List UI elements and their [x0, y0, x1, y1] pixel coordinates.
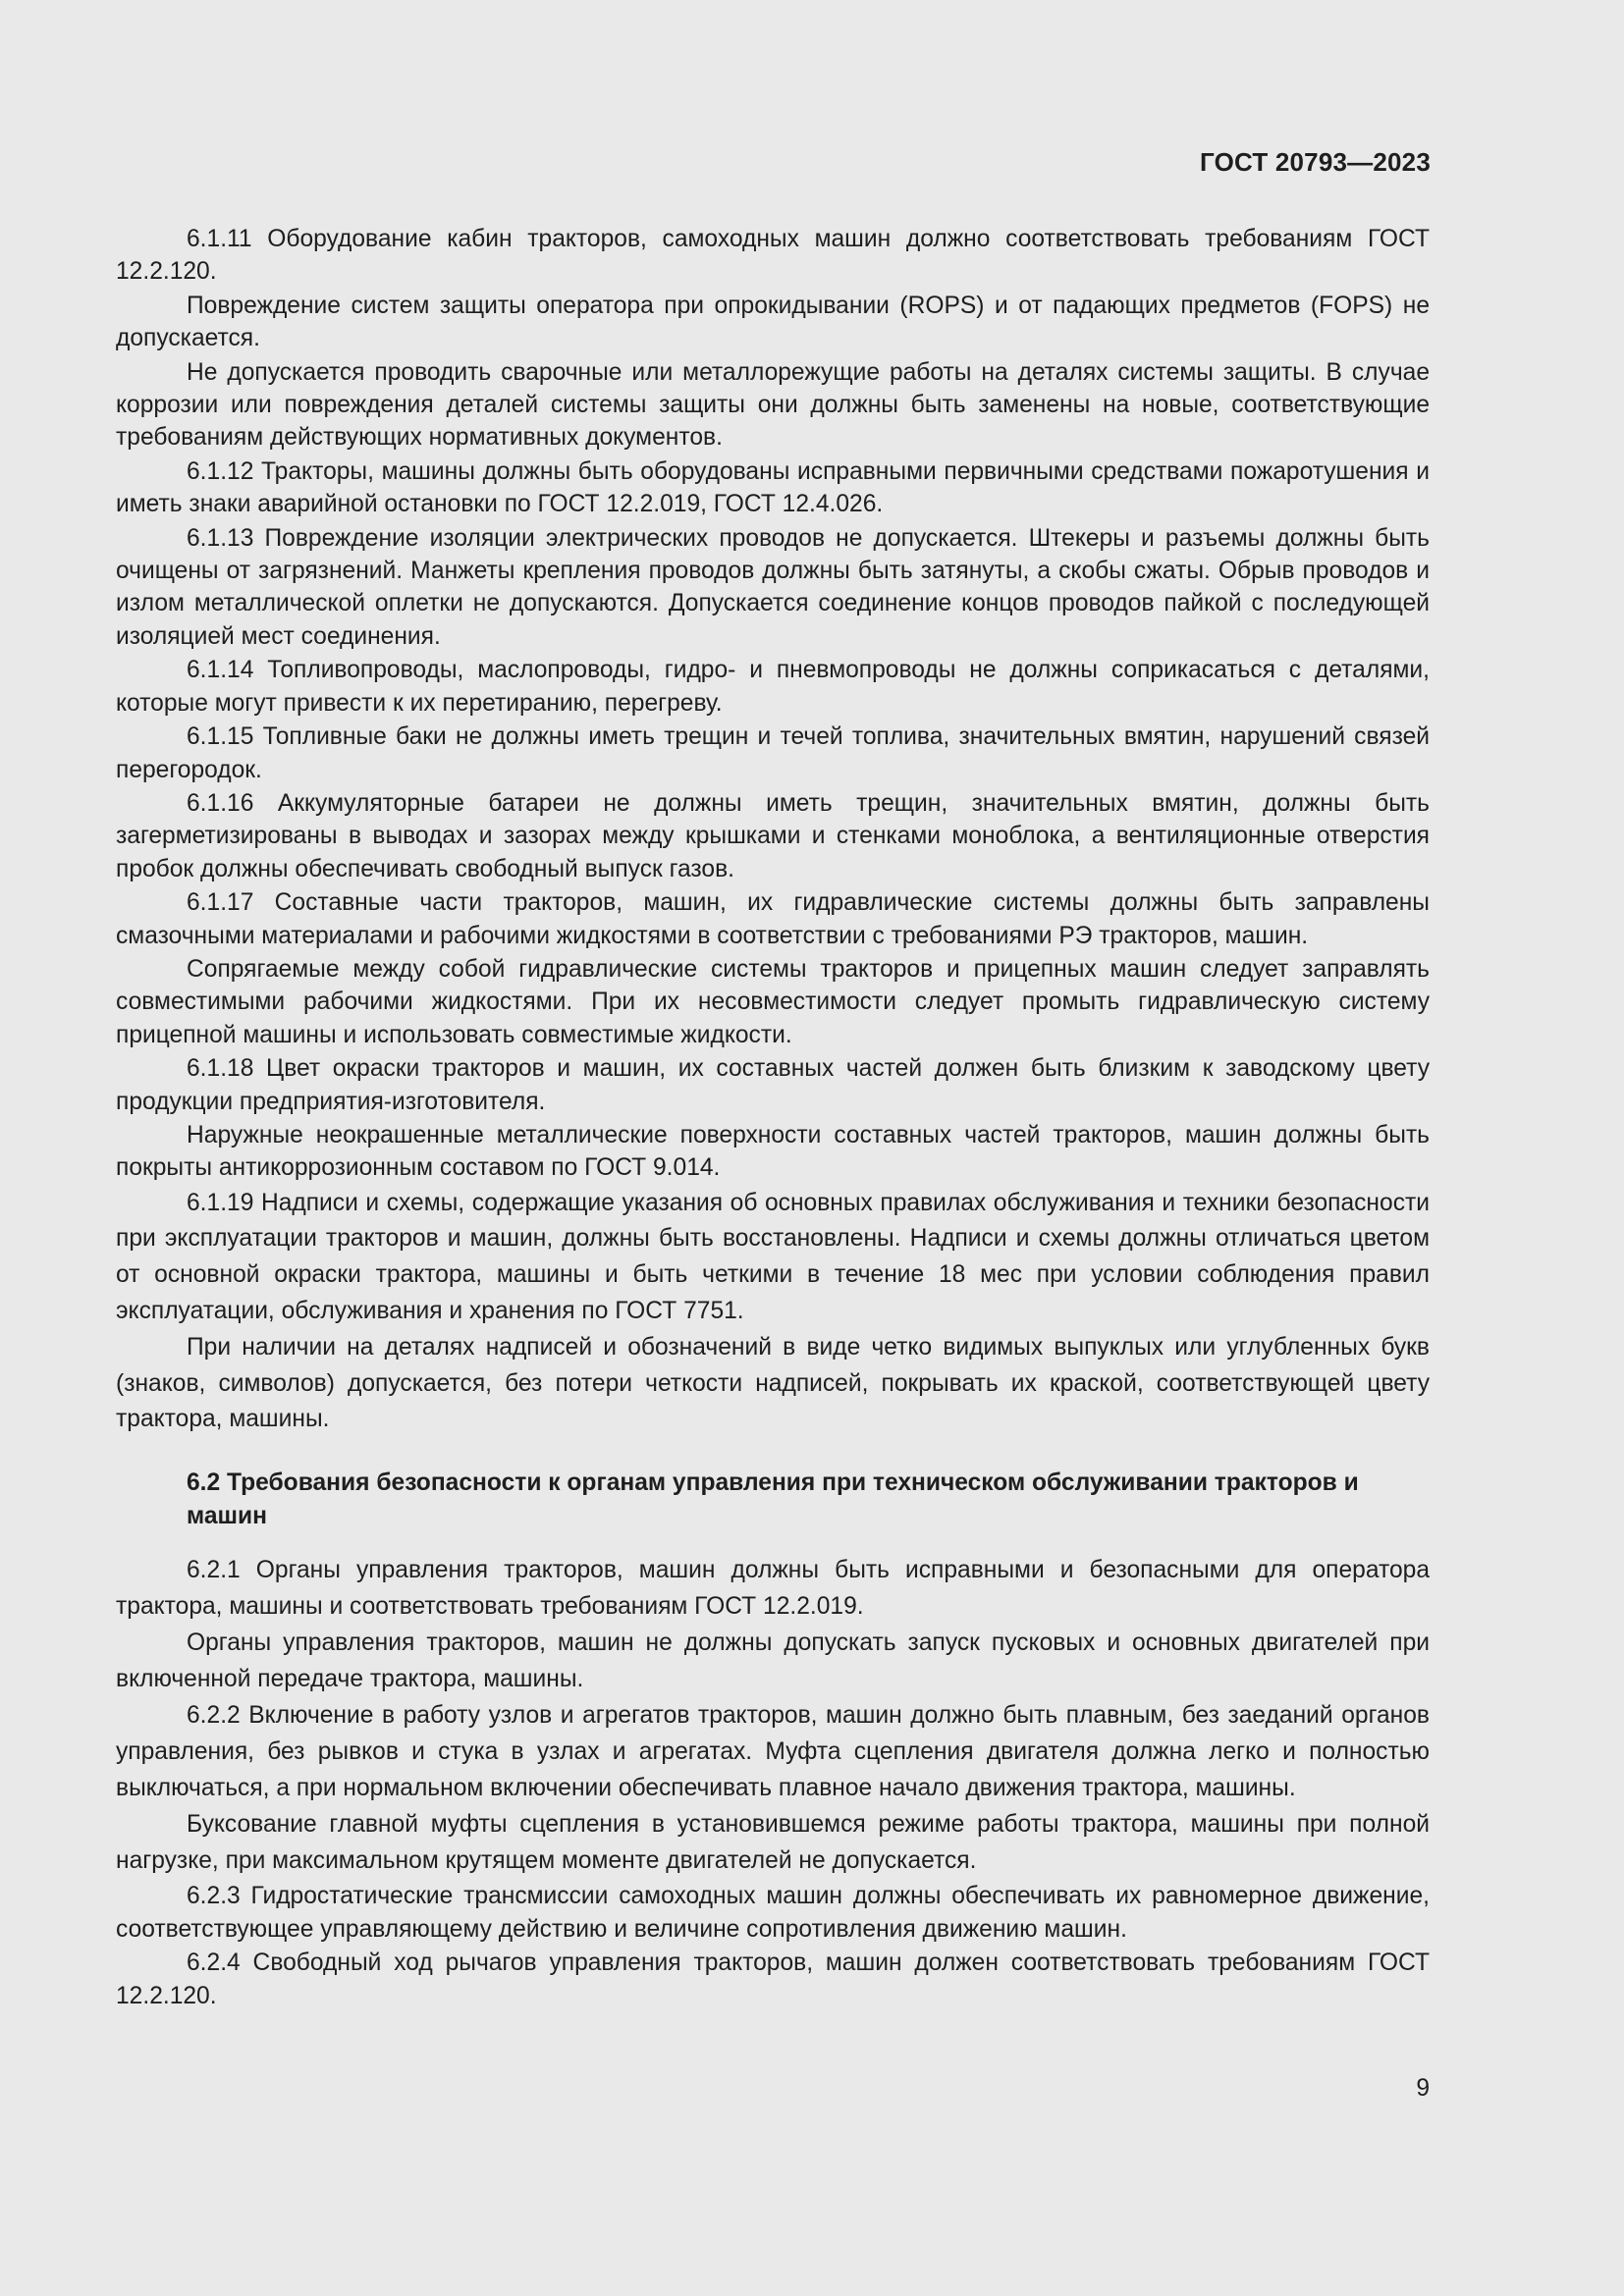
- paragraph: 6.2.4 Свободный ход рычагов управления тракторов, машин должен соответствовать требованиям ГОСТ 12.2.120.: [116, 1949, 1430, 2009]
- paragraph: Повреждение систем защиты оператора при опрокидывании (ROPS) и от падающих предметов (FOPS) не допускается.: [116, 292, 1430, 352]
- paragraph: Буксование главной муфты сцепления в установившемся режиме работы трактора, машины при полной нагрузке, при максимальном крутящем моменте двигателей не допускается.: [116, 1811, 1430, 1874]
- document-body: [116, 223, 1430, 2013]
- paragraph: 6.1.17 Составные части тракторов, машин, их гидравлические системы должны быть заправлены смазочными материалами и рабочими жидкостями в соответствии с требованиями РЭ тракторов, машин.: [116, 889, 1430, 949]
- paragraph: 6.2.1 Органы управления тракторов, машин должны быть исправными и безопасными для оператора трактора, машины и соответствовать требованиям ГОСТ 12.2.019.: [116, 1556, 1430, 1620]
- paragraph: 6.1.16 Аккумуляторные батареи не должны иметь трещин, значительных вмятин, должны быть загерметизированы в выводах и зазорах между крышками и стенками моноблока, а вентиляционные отверстия пробок должны обеспечивать свободный выпуск газов.: [116, 789, 1430, 882]
- paragraph: 6.1.13 Повреждение изоляции электрических проводов не допускается. Штекеры и разъемы должны быть очищены от загрязнений. Манжеты крепления проводов должны быть затянуты, а скобы сжаты. Обрыв проводов и излом металлической оплетки не допускаются. Допускается соединение концов проводов пайкой с последующей изоляцией мест соединения.: [116, 524, 1430, 650]
- paragraph: Наружные неокрашенные металлические поверхности составных частей тракторов, машин должны быть покрыты антикоррозионным составом по ГОСТ 9.014.: [116, 1121, 1430, 1182]
- paragraph: 6.1.14 Топливопроводы, маслопроводы, гидро- и пневмопроводы не должны соприкасаться с деталями, которые могут привести к их перетиранию, перегреву.: [116, 657, 1430, 717]
- page-number: 9: [1416, 2075, 1430, 2102]
- paragraph: 6.1.12 Тракторы, машины должны быть оборудованы исправными первичными средствами пожаротушения и иметь знаки аварийной остановки по ГОСТ 12.2.019, ГОСТ 12.4.026.: [116, 457, 1430, 518]
- paragraph: Органы управления тракторов, машин не должны допускать запуск пусковых и основных двигателей при включенной передаче трактора, машины.: [116, 1629, 1430, 1692]
- document-header-title: ГОСТ 20793—2023: [1200, 147, 1431, 177]
- paragraph: 6.2.2 Включение в работу узлов и агрегатов тракторов, машин должно быть плавным, без заеданий органов управления, без рывков и стука в узлах и агрегатах. Муфта сцепления двигателя должна легко и полностью выключаться, а при нормальном включении обеспечивать плавное начало движения трактора, машины.: [116, 1702, 1430, 1801]
- paragraph: Сопрягаемые между собой гидравлические системы тракторов и прицепных машин следует заправлять совместимыми рабочими жидкостями. При их несовместимости следует промыть гидравлическую систему прицепной машины и использовать совместимые жидкости.: [116, 955, 1430, 1048]
- section-heading: 6.2 Требования безопасности к органам управления при техническом обслуживании тракторов и машин: [187, 1468, 1359, 1529]
- paragraph: При наличии на деталях надписей и обозначений в виде четко видимых выпуклых или углубленных букв (знаков, символов) допускается, без потери четкости надписей, покрывать их краской, соответствующей цвету трактора, машины.: [116, 1334, 1430, 1433]
- paragraph: 6.1.11 Оборудование кабин тракторов, самоходных машин должно соответствовать требованиям ГОСТ 12.2.120.: [116, 226, 1430, 286]
- paragraph: Не допускается проводить сварочные или металлорежущие работы на деталях системы защиты. В случае коррозии или повреждения деталей системы защиты они должны быть заменены на новые, соответствующие требованиям действующих нормативных документов.: [116, 358, 1430, 452]
- paragraph: 6.1.18 Цвет окраски тракторов и машин, их составных частей должен быть близким к заводскому цвету продукции предприятия-изготовителя.: [116, 1055, 1430, 1115]
- paragraph: 6.2.3 Гидростатические трансмиссии самоходных машин должны обеспечивать их равномерное движение, соответствующее управляющему действию и величине сопротивления движению машин.: [116, 1883, 1430, 1943]
- paragraph: 6.1.19 Надписи и схемы, содержащие указания об основных правилах обслуживания и техники безопасности при эксплуатации тракторов и машин, должны быть восстановлены. Надписи и схемы должны отличаться цветом от основной окраски трактора, машины и быть четкими в течение 18 мес при условии соблюдения правил эксплуатации, обслуживания и хранения по ГОСТ 7751.: [116, 1189, 1430, 1324]
- paragraph: 6.1.15 Топливные баки не должны иметь трещин и течей топлива, значительных вмятин, нарушений связей перегородок.: [116, 723, 1430, 783]
